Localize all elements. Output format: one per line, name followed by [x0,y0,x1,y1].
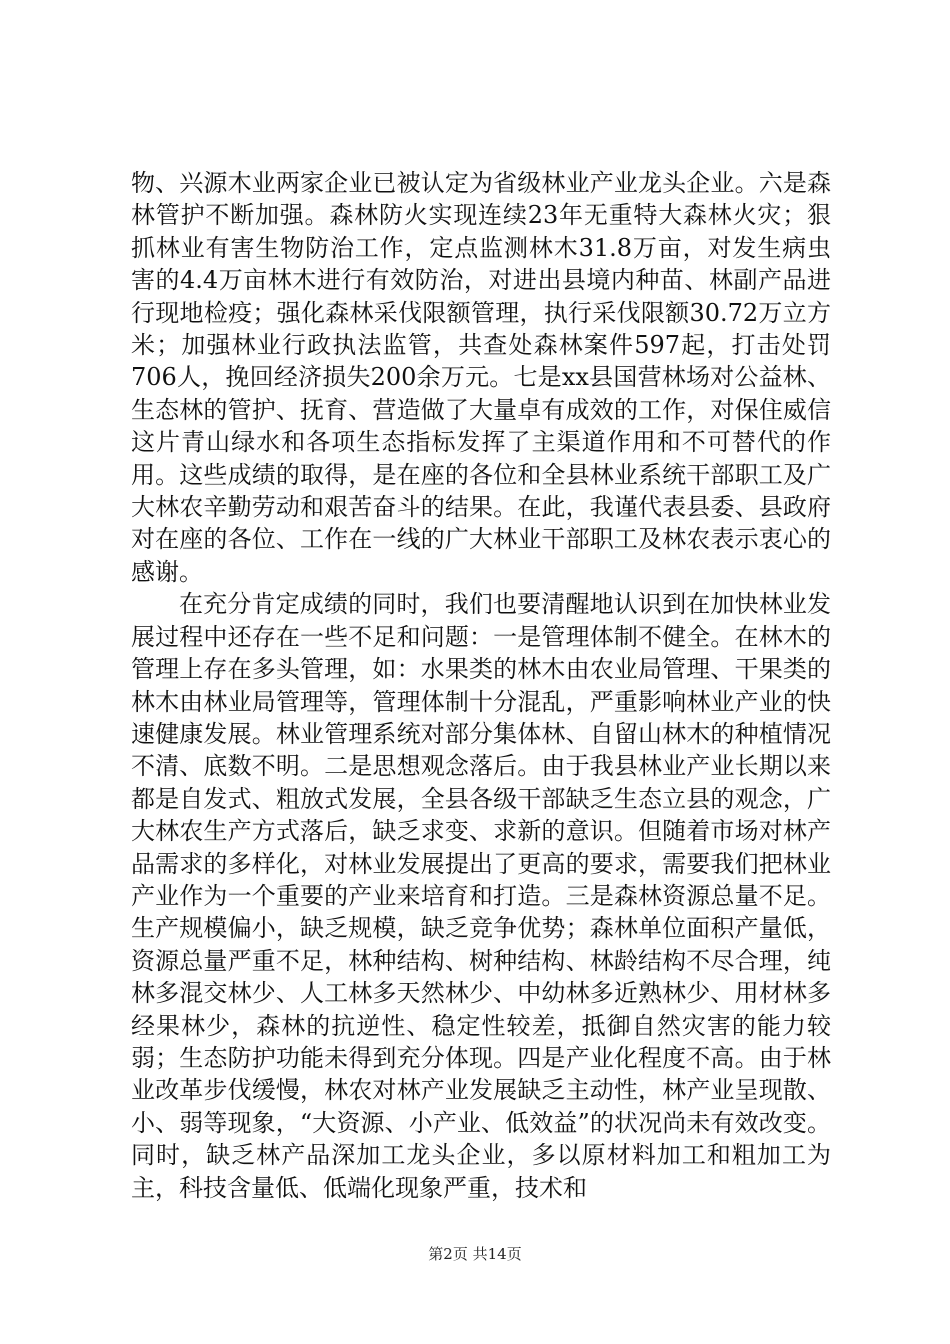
paragraph-1: 物、兴源木业两家企业已被认定为省级林业产业龙头企业。六是森林管护不断加强。森林防火实现连续23年无重特大森林火灾；狠抓林业有害生物防治工作，定点监测林木31.8万亩，对发生病虫害的4.4万亩林木进行有效防治，对进出县境内种苗、林副产品进行现地检疫；强化森林采伐限额管理，执行采伐限额30.72万立方米；加强林业行政执法监管，共查处森林案件597起，打击处罚706人，挽回经济损失200余万元。七是xx县国营林场对公益林、生态林的管护、抚育、营造做了大量卓有成效的工作，对保住威信这片青山绿水和各项生态指标发挥了主渠道作用和不可替代的作用。这些成绩的取得，是在座的各位和全县林业系统干部职工及广大林农辛勤劳动和艰苦奋斗的结果。在此，我谨代表县委、县政府对在座的各位、工作在一线的广大林业干部职工及林农表示衷心的感谢。 [131,169,831,586]
paragraph-2: 在充分肯定成绩的同时，我们也要清醒地认识到在加快林业发展过程中还存在一些不足和问题：一是管理体制不健全。在林木的管理上存在多头管理，如：水果类的林木由农业局管理、干果类的林木由林业局管理等，管理体制十分混乱，严重影响林业产业的快速健康发展。林业管理系统对部分集体林、自留山林木的种植情况不清、底数不明。二是思想观念落后。由于我县林业产业长期以来都是自发式、粗放式发展，全县各级干部缺乏生态立县的观念，广大林农生产方式落后，缺乏求变、求新的意识。但随着市场对林产品需求的多样化，对林业发展提出了更高的要求，需要我们把林业产业作为一个重要的产业来培育和打造。三是森林资源总量不足。生产规模偏小，缺乏规模，缺乏竞争优势；森林单位面积产量低，资源总量严重不足，林种结构、树种结构、林龄结构不尽合理，纯林多混交林少、人工林多天然林少、中幼林多近熟林少、用材林多经果林少，森林的抗逆性、稳定性较差，抵御自然灾害的能力较弱；生态防护功能未得到充分体现。四是产业化程度不高。由于林业改革步伐缓慢，林农对林产业发展缺乏主动性，林产业呈现散、小、弱等现象，“大资源、小产业、低效益”的状况尚未有效改变。同时，缺乏林产品深加工龙头企业，多以原材料加工和粗加工为主，科技含量低、低端化现象严重，技术和 [131,590,831,1202]
page-footer: 第2页 共14页 [428,1245,522,1263]
document-body [131,167,831,1204]
